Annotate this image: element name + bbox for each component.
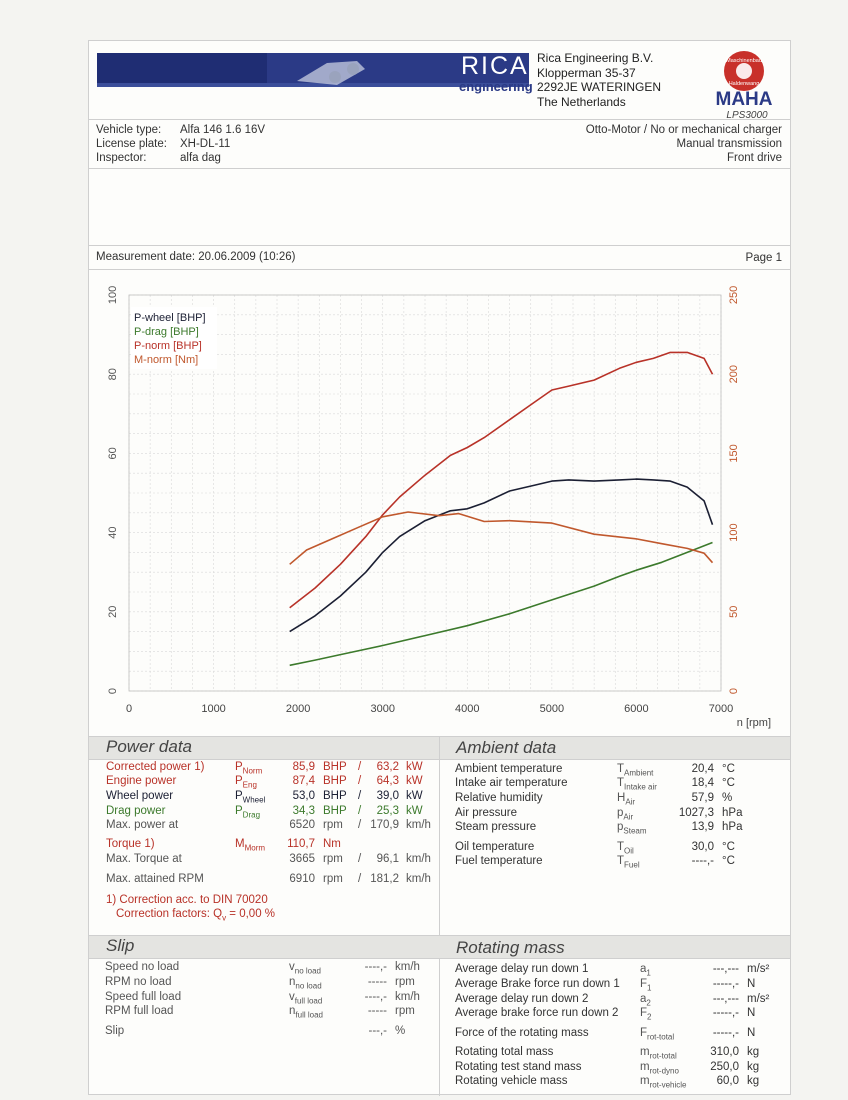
symbol-subscript: Oil: [624, 846, 634, 856]
slip-value: -----: [367, 976, 387, 988]
ambient-value: 18,4: [691, 777, 714, 789]
rotating-unit: N: [747, 978, 756, 990]
symbol: [640, 993, 651, 1007]
power-value-2: 170,9: [370, 819, 399, 831]
rotating-label: Average delay run down 1: [455, 963, 589, 975]
rica-logo-text: RICA: [461, 52, 529, 80]
power-label: Engine power: [106, 775, 177, 787]
legend-entry: P-norm [BHP]: [134, 340, 202, 352]
power-unit-2: kW: [406, 775, 423, 787]
company-name: Rica Engineering B.V.: [537, 51, 654, 65]
x-tick-label: 6000: [624, 703, 649, 715]
power-unit-1: Nm: [323, 838, 341, 850]
power-unit-2: km/h: [406, 853, 431, 865]
rotating-label: Average delay run down 2: [455, 993, 589, 1005]
rotating-label: Rotating total mass: [455, 1046, 554, 1058]
y-right-tick-label: 150: [728, 444, 740, 463]
y-left-tick-label: 0: [107, 687, 119, 695]
symbol-letter: p: [617, 807, 624, 819]
maha-logo: [709, 47, 783, 121]
symbol: [235, 775, 257, 789]
ambient-data-title: Ambient data: [456, 738, 557, 757]
symbol-letter: P: [235, 805, 243, 817]
symbol: [617, 807, 633, 821]
maha-seal-bottom: Haldenwang: [728, 81, 760, 87]
company-city: 2292JE WATERINGEN: [537, 80, 662, 94]
symbol: [235, 805, 260, 819]
symbol-letter: p: [617, 821, 624, 833]
power-torque-chart: [89, 275, 790, 735]
power-unit-2: kW: [406, 805, 423, 817]
power-value-1: 110,7: [287, 838, 315, 850]
symbol-letter: P: [235, 761, 243, 773]
rotating-value: -----,-: [712, 1007, 739, 1019]
symbol: [640, 978, 651, 992]
symbol-letter: v: [289, 991, 295, 1003]
rotating-value: ---,---: [712, 963, 739, 975]
power-label: Torque 1): [106, 838, 155, 850]
ambient-unit: °C: [722, 777, 735, 789]
ambient-label: Oil temperature: [455, 841, 535, 853]
power-unit-1: rpm: [323, 853, 343, 865]
slip-label: Speed no load: [105, 961, 180, 973]
x-tick-label: 1000: [201, 703, 226, 715]
divider: [89, 119, 790, 120]
symbol: [617, 821, 647, 835]
vehicle-type-label: Vehicle type:: [96, 124, 162, 136]
rotating-label: Rotating test stand mass: [455, 1061, 582, 1073]
rotating-value: 250,0: [710, 1061, 739, 1073]
rotating-value: ---,---: [712, 993, 739, 1005]
symbol-subscript: Fuel: [624, 860, 640, 870]
slip-label: Speed full load: [105, 991, 182, 1003]
engine-type: Otto-Motor / No or mechanical charger: [585, 124, 782, 136]
symbol: [640, 963, 651, 977]
company-street: Klopperman 35-37: [537, 65, 636, 80]
ambient-unit: hPa: [722, 821, 743, 833]
ambient-unit: °C: [722, 841, 735, 853]
power-value-2: 64,3: [376, 775, 399, 787]
symbol: [235, 761, 262, 775]
ambient-label: Ambient temperature: [455, 763, 563, 775]
symbol-letter: m: [640, 1046, 650, 1058]
symbol-subscript: Intake air: [624, 782, 657, 792]
symbol-letter: T: [617, 777, 625, 789]
legend-entry: P-drag [BHP]: [134, 326, 199, 338]
x-tick-label: 3000: [370, 703, 395, 715]
divider: [89, 269, 790, 270]
symbol-subscript: Air: [623, 812, 634, 822]
ambient-label: Relative humidity: [455, 792, 543, 804]
symbol: [617, 855, 640, 869]
power-value-1: 6910: [289, 873, 315, 885]
symbol: [640, 1046, 677, 1060]
slip-value: ---,-: [368, 1025, 387, 1037]
power-value-1: 85,9: [292, 761, 315, 773]
x-axis-label: n [rpm]: [736, 717, 771, 729]
ambient-unit: °C: [722, 763, 735, 775]
series-line-2: [290, 543, 713, 666]
rotating-label: Rotating vehicle mass: [455, 1075, 568, 1087]
license-plate-value: XH-DL-11: [180, 138, 231, 150]
correction-factors: [116, 908, 275, 922]
symbol-letter: H: [617, 792, 626, 804]
symbol-subscript: Air: [625, 797, 636, 807]
symbol-letter: m: [640, 1061, 650, 1073]
symbol-subscript: 2: [647, 1012, 652, 1022]
y-left-tick-label: 100: [107, 285, 119, 305]
rotating-unit: m/s²: [747, 963, 770, 975]
power-value-1: 6520: [289, 819, 315, 831]
y-left-tick-label: 80: [107, 368, 119, 381]
symbol-letter: n: [289, 1005, 296, 1017]
ambient-label: Air pressure: [455, 807, 517, 819]
power-unit-1: rpm: [323, 819, 343, 831]
slip-unit: km/h: [395, 961, 420, 973]
symbol: [617, 763, 653, 777]
power-unit-1: BHP: [323, 761, 347, 773]
power-unit-1: BHP: [323, 775, 347, 787]
symbol-subscript: rot-dyno: [649, 1066, 679, 1076]
rotating-unit: kg: [747, 1046, 760, 1058]
symbol-subscript: full load: [294, 996, 323, 1006]
maha-model: LPS3000: [726, 110, 768, 121]
power-value-1: 87,4: [292, 775, 315, 787]
power-data-title: Power data: [106, 737, 192, 756]
symbol-letter: F: [640, 978, 648, 990]
measurement-date: Measurement date: 20.06.2009 (10:26): [96, 251, 296, 263]
x-tick-label: 5000: [539, 703, 565, 715]
power-unit-1: BHP: [323, 805, 347, 817]
power-value-2: 39,0: [376, 790, 399, 802]
transmission: Manual transmission: [676, 138, 782, 150]
symbol-letter: T: [617, 855, 625, 867]
rotating-value: -----,-: [712, 1027, 739, 1039]
symbol-subscript: 1: [646, 968, 651, 978]
ambient-value: 13,9: [691, 821, 714, 833]
vehicle-type-value: Alfa 146 1.6 16V: [180, 124, 266, 136]
ambient-unit: hPa: [722, 807, 743, 819]
symbol-subscript: no load: [294, 966, 321, 976]
y-right-tick-label: 200: [728, 365, 740, 384]
power-unit-2: km/h: [406, 873, 431, 885]
ambient-unit: %: [722, 792, 733, 804]
symbol-letter: P: [235, 790, 243, 802]
correction-note: 1) Correction acc. to DIN 70020: [106, 894, 268, 906]
rotating-label: Average brake force run down 2: [455, 1007, 619, 1019]
correction-factors-value: = 0,00 %: [229, 908, 276, 920]
inspector-label: Inspector:: [96, 152, 147, 164]
series-line-1: [290, 479, 713, 631]
symbol-subscript: Drag: [242, 810, 261, 820]
rotating-value: 310,0: [710, 1046, 739, 1058]
divider: [89, 168, 790, 169]
license-plate-label: License plate:: [96, 138, 167, 150]
power-unit-2: kW: [406, 761, 423, 773]
power-separator: /: [358, 819, 362, 831]
y-right-tick-label: 0: [728, 687, 740, 695]
y-left-tick-label: 40: [107, 526, 119, 539]
power-label: Max. Torque at: [106, 853, 182, 865]
symbol-subscript: full load: [295, 1010, 323, 1020]
series-line-4: [290, 512, 713, 564]
x-tick-label: 7000: [708, 703, 734, 715]
ambient-value: 30,0: [691, 841, 714, 853]
y-left-tick-label: 20: [107, 605, 119, 618]
symbol-letter: F: [640, 1007, 648, 1019]
page-number: Page 1: [745, 252, 782, 264]
symbol-letter: M: [235, 838, 245, 850]
ambient-label: Steam pressure: [455, 821, 537, 833]
symbol-letter: P: [235, 775, 243, 787]
slip-value: ----,-: [364, 991, 387, 1003]
symbol-subscript: Norm: [242, 766, 263, 776]
power-unit-1: rpm: [323, 873, 343, 885]
ambient-label: Intake air temperature: [455, 777, 568, 789]
rotating-unit: kg: [747, 1075, 760, 1087]
power-value-1: 34,3: [292, 805, 315, 817]
slip-header: [89, 935, 439, 959]
rotating-unit: N: [747, 1007, 756, 1019]
symbol-letter: v: [289, 961, 295, 973]
symbol-letter: T: [617, 763, 625, 775]
symbol: [640, 1061, 679, 1075]
symbol-letter: T: [617, 841, 625, 853]
symbol-subscript: rot-total: [649, 1051, 677, 1061]
power-unit-2: kW: [406, 790, 423, 802]
ambient-value: 57,9: [691, 792, 714, 804]
power-label: Max. attained RPM: [106, 873, 204, 885]
drive-type: Front drive: [727, 152, 782, 164]
power-label: Drag power: [106, 805, 166, 817]
rotating-unit: kg: [747, 1061, 760, 1073]
symbol-subscript: rot-vehicle: [649, 1080, 687, 1090]
ambient-value: 1027,3: [678, 807, 714, 819]
legend-entry: P-wheel [BHP]: [134, 312, 206, 324]
y-left-tick-label: 60: [107, 447, 119, 460]
power-separator: /: [358, 790, 362, 802]
y-right-tick-label: 250: [728, 285, 740, 305]
symbol-letter: a: [640, 963, 647, 975]
rotating-unit: m/s²: [747, 993, 770, 1005]
power-label: Wheel power: [106, 790, 174, 802]
symbol: [235, 790, 265, 804]
power-value-2: 181,2: [370, 873, 399, 885]
symbol-subscript: no load: [295, 981, 322, 991]
legend-entry: M-norm [Nm]: [134, 354, 199, 366]
symbol-subscript: Morm: [244, 843, 266, 853]
slip-value: ----,-: [364, 961, 387, 973]
symbol: [617, 841, 634, 855]
symbol: [235, 838, 265, 852]
power-value-2: 63,2: [376, 761, 399, 773]
x-tick-label: 2000: [285, 703, 311, 715]
slip-label: RPM no load: [105, 976, 172, 988]
symbol-subscript: Steam: [623, 826, 647, 836]
column-divider: [439, 736, 440, 1096]
rotating-unit: N: [747, 1027, 756, 1039]
symbol-letter: F: [640, 1027, 648, 1039]
symbol: [640, 1027, 674, 1041]
report-page: [88, 40, 791, 1095]
correction-factors-label: Correction factors: Q: [116, 908, 223, 920]
ambient-label: Fuel temperature: [455, 855, 543, 867]
symbol: [640, 1075, 687, 1089]
divider: [89, 245, 790, 246]
symbol: [289, 1005, 323, 1019]
y-right-tick-label: 50: [728, 605, 740, 618]
power-unit-1: BHP: [323, 790, 347, 802]
power-value-2: 96,1: [376, 853, 399, 865]
power-separator: /: [358, 873, 362, 885]
power-separator: /: [358, 853, 362, 865]
symbol-letter: m: [640, 1075, 650, 1087]
symbol-subscript: rot-total: [647, 1032, 675, 1042]
rotating-mass-title: Rotating mass: [456, 938, 565, 957]
rotating-value: 60,0: [716, 1075, 739, 1087]
maha-wordmark: MAHA: [715, 89, 773, 110]
x-tick-label: 0: [125, 703, 133, 715]
inspector-value: alfa dag: [180, 152, 221, 164]
symbol-subscript: 1: [647, 983, 652, 993]
ambient-unit: °C: [722, 855, 735, 867]
symbol: [289, 991, 322, 1005]
power-value-1: 53,0: [292, 790, 315, 802]
slip-unit: rpm: [395, 976, 415, 988]
symbol-subscript: Eng: [242, 780, 257, 790]
slip-unit: %: [395, 1025, 406, 1037]
symbol: [289, 961, 321, 975]
symbol: [289, 976, 322, 990]
power-separator: /: [358, 761, 362, 773]
rotating-label: Average Brake force run down 1: [455, 978, 620, 990]
x-tick-label: 4000: [455, 703, 480, 715]
slip-label: RPM full load: [105, 1005, 174, 1017]
power-separator: /: [358, 805, 362, 817]
slip-title: Slip: [106, 936, 135, 955]
power-label: Corrected power 1): [106, 761, 205, 773]
power-label: Max. power at: [106, 819, 179, 831]
company-country: The Netherlands: [537, 94, 626, 109]
rica-logo-sub: engineering: [459, 79, 533, 94]
rotating-label: Force of the rotating mass: [455, 1027, 589, 1039]
slip-unit: km/h: [395, 991, 420, 1003]
power-separator: /: [358, 775, 362, 787]
ambient-value: 20,4: [691, 763, 714, 775]
slip-value: -----: [367, 1005, 387, 1017]
y-right-tick-label: 100: [728, 523, 740, 542]
power-unit-2: km/h: [406, 819, 431, 831]
symbol-subscript: 2: [646, 998, 651, 1008]
power-value-2: 25,3: [376, 805, 399, 817]
symbol-subscript: Wheel: [242, 795, 266, 805]
slip-label: Slip: [105, 1025, 125, 1037]
rotating-value: -----,-: [712, 978, 739, 990]
symbol-letter: n: [289, 976, 296, 988]
symbol-letter: a: [640, 993, 647, 1005]
symbol-subscript: Ambient: [624, 768, 654, 778]
power-value-1: 3665: [289, 853, 315, 865]
symbol: [617, 777, 657, 791]
slip-unit: rpm: [395, 1005, 415, 1017]
company-address: [537, 51, 661, 109]
symbol: [640, 1007, 651, 1021]
maha-seal-top: Maschinenbau: [726, 58, 762, 64]
correction-factors-sub: v: [222, 913, 227, 923]
ambient-value: ----,-: [691, 855, 714, 867]
symbol: [617, 792, 635, 806]
